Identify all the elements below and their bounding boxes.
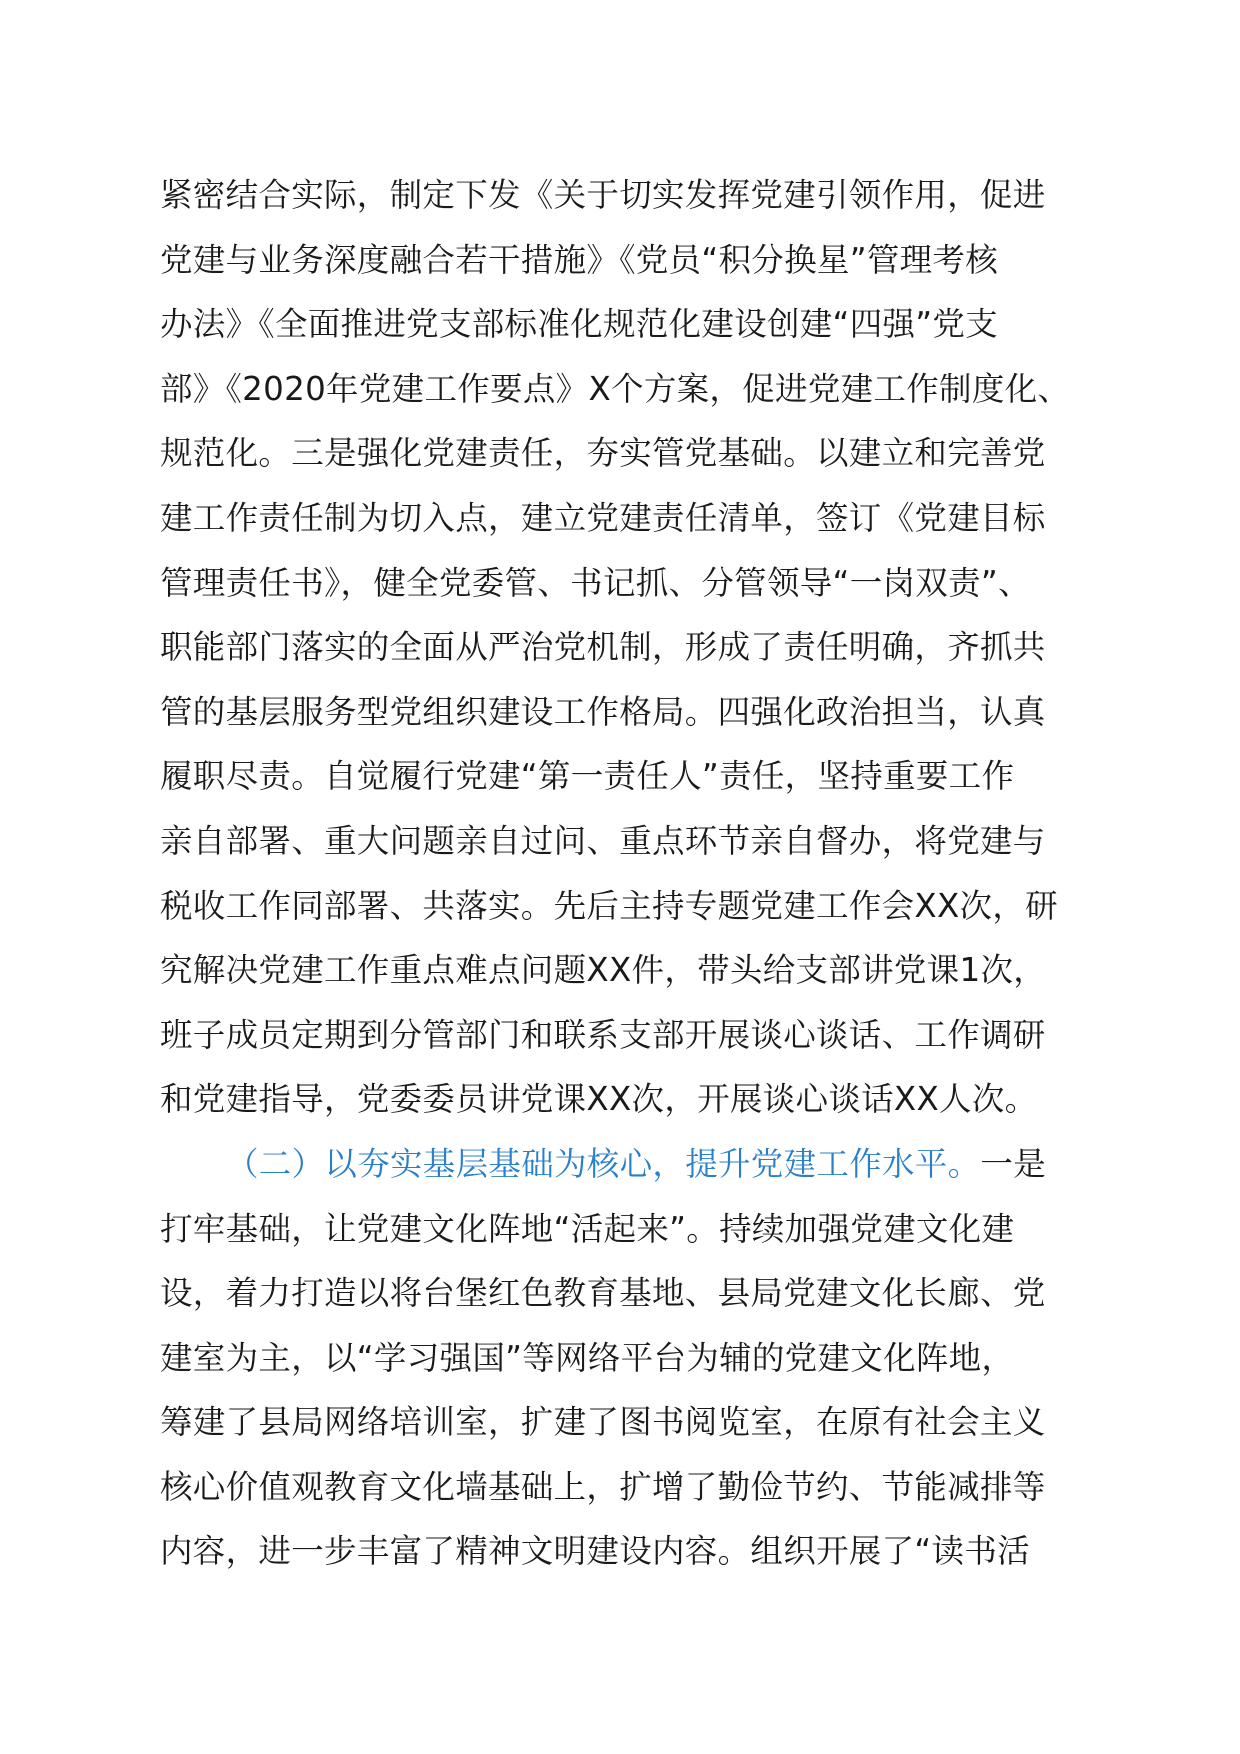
text-line: 筹建了县局网络培训室，扩建了图书阅览室，在原有社会主义 [160,1403,1046,1442]
text-line: 和党建指导，党委委员讲党课XX次，开展谈心谈话XX人次。 [160,1080,1038,1119]
text-line: 究解决党建工作重点难点问题XX件，带头给支部讲党课1次， [160,951,1047,990]
text-line: 核心价值观教育文化墙基础上，扩增了勤俭节约、节能减排等 [160,1467,1046,1506]
text-line: 规范化。三是强化党建责任，夯实管党基础。以建立和完善党 [160,434,1046,473]
section-heading-tail: 一是 [980,1144,1047,1183]
text-line: 职能部门落实的全面从严治党机制，形成了责任明确，齐抓共 [160,628,1046,667]
text-line: 履职尽责。自觉履行党建“第一责任人”责任，坚持重要工作 [160,757,1015,796]
text-line: 紧密结合实际，制定下发《关于切实发挥党建引领作用，促进 [160,176,1046,214]
body-text [160,163,1090,1584]
text-line: 管理责任书》，健全党委管、书记抓、分管领导“一岗双责”、 [160,563,1031,602]
text-line: 部》《2020年党建工作要点》X个方案，促进党建工作制度化、 [160,369,1071,408]
text-line: 管的基层服务型党组织建设工作格局。四强化政治担当，认真 [160,692,1046,731]
text-line: 内容，进一步丰富了精神文明建设内容。组织开展了“读书活 [160,1532,1030,1571]
text-line: 办法》《全面推进党支部标准化规范化建设创建“四强”党支 [160,305,999,344]
text-line: 党建与业务深度融合若干措施》《党员“积分换星”管理考核 [160,240,999,279]
section-heading-line [160,1132,1090,1197]
text-line: 打牢基础，让党建文化阵地“活起来”。持续加强党建文化建 [160,1209,1015,1248]
text-line: 亲自部署、重大问题亲自过问、重点环节亲自督办，将党建与 [160,821,1046,860]
text-line: 建工作责任制为切入点，建立党建责任清单，签订《党建目标 [160,498,1046,537]
text-line: 建室为主，以“学习强国”等网络平台为辅的党建文化阵地， [160,1338,1015,1377]
section-heading: （二）以夯实基层基础为核心，提升党建工作水平。 [226,1144,981,1183]
text-line: 班子成员定期到分管部门和联系支部开展谈心谈话、工作调研 [160,1015,1046,1054]
text-line: 设，着力打造以将台堡红色教育基地、县局党建文化长廊、党 [160,1274,1046,1313]
text-line: 税收工作同部署、共落实。先后主持专题党建工作会XX次，研 [160,886,1058,925]
